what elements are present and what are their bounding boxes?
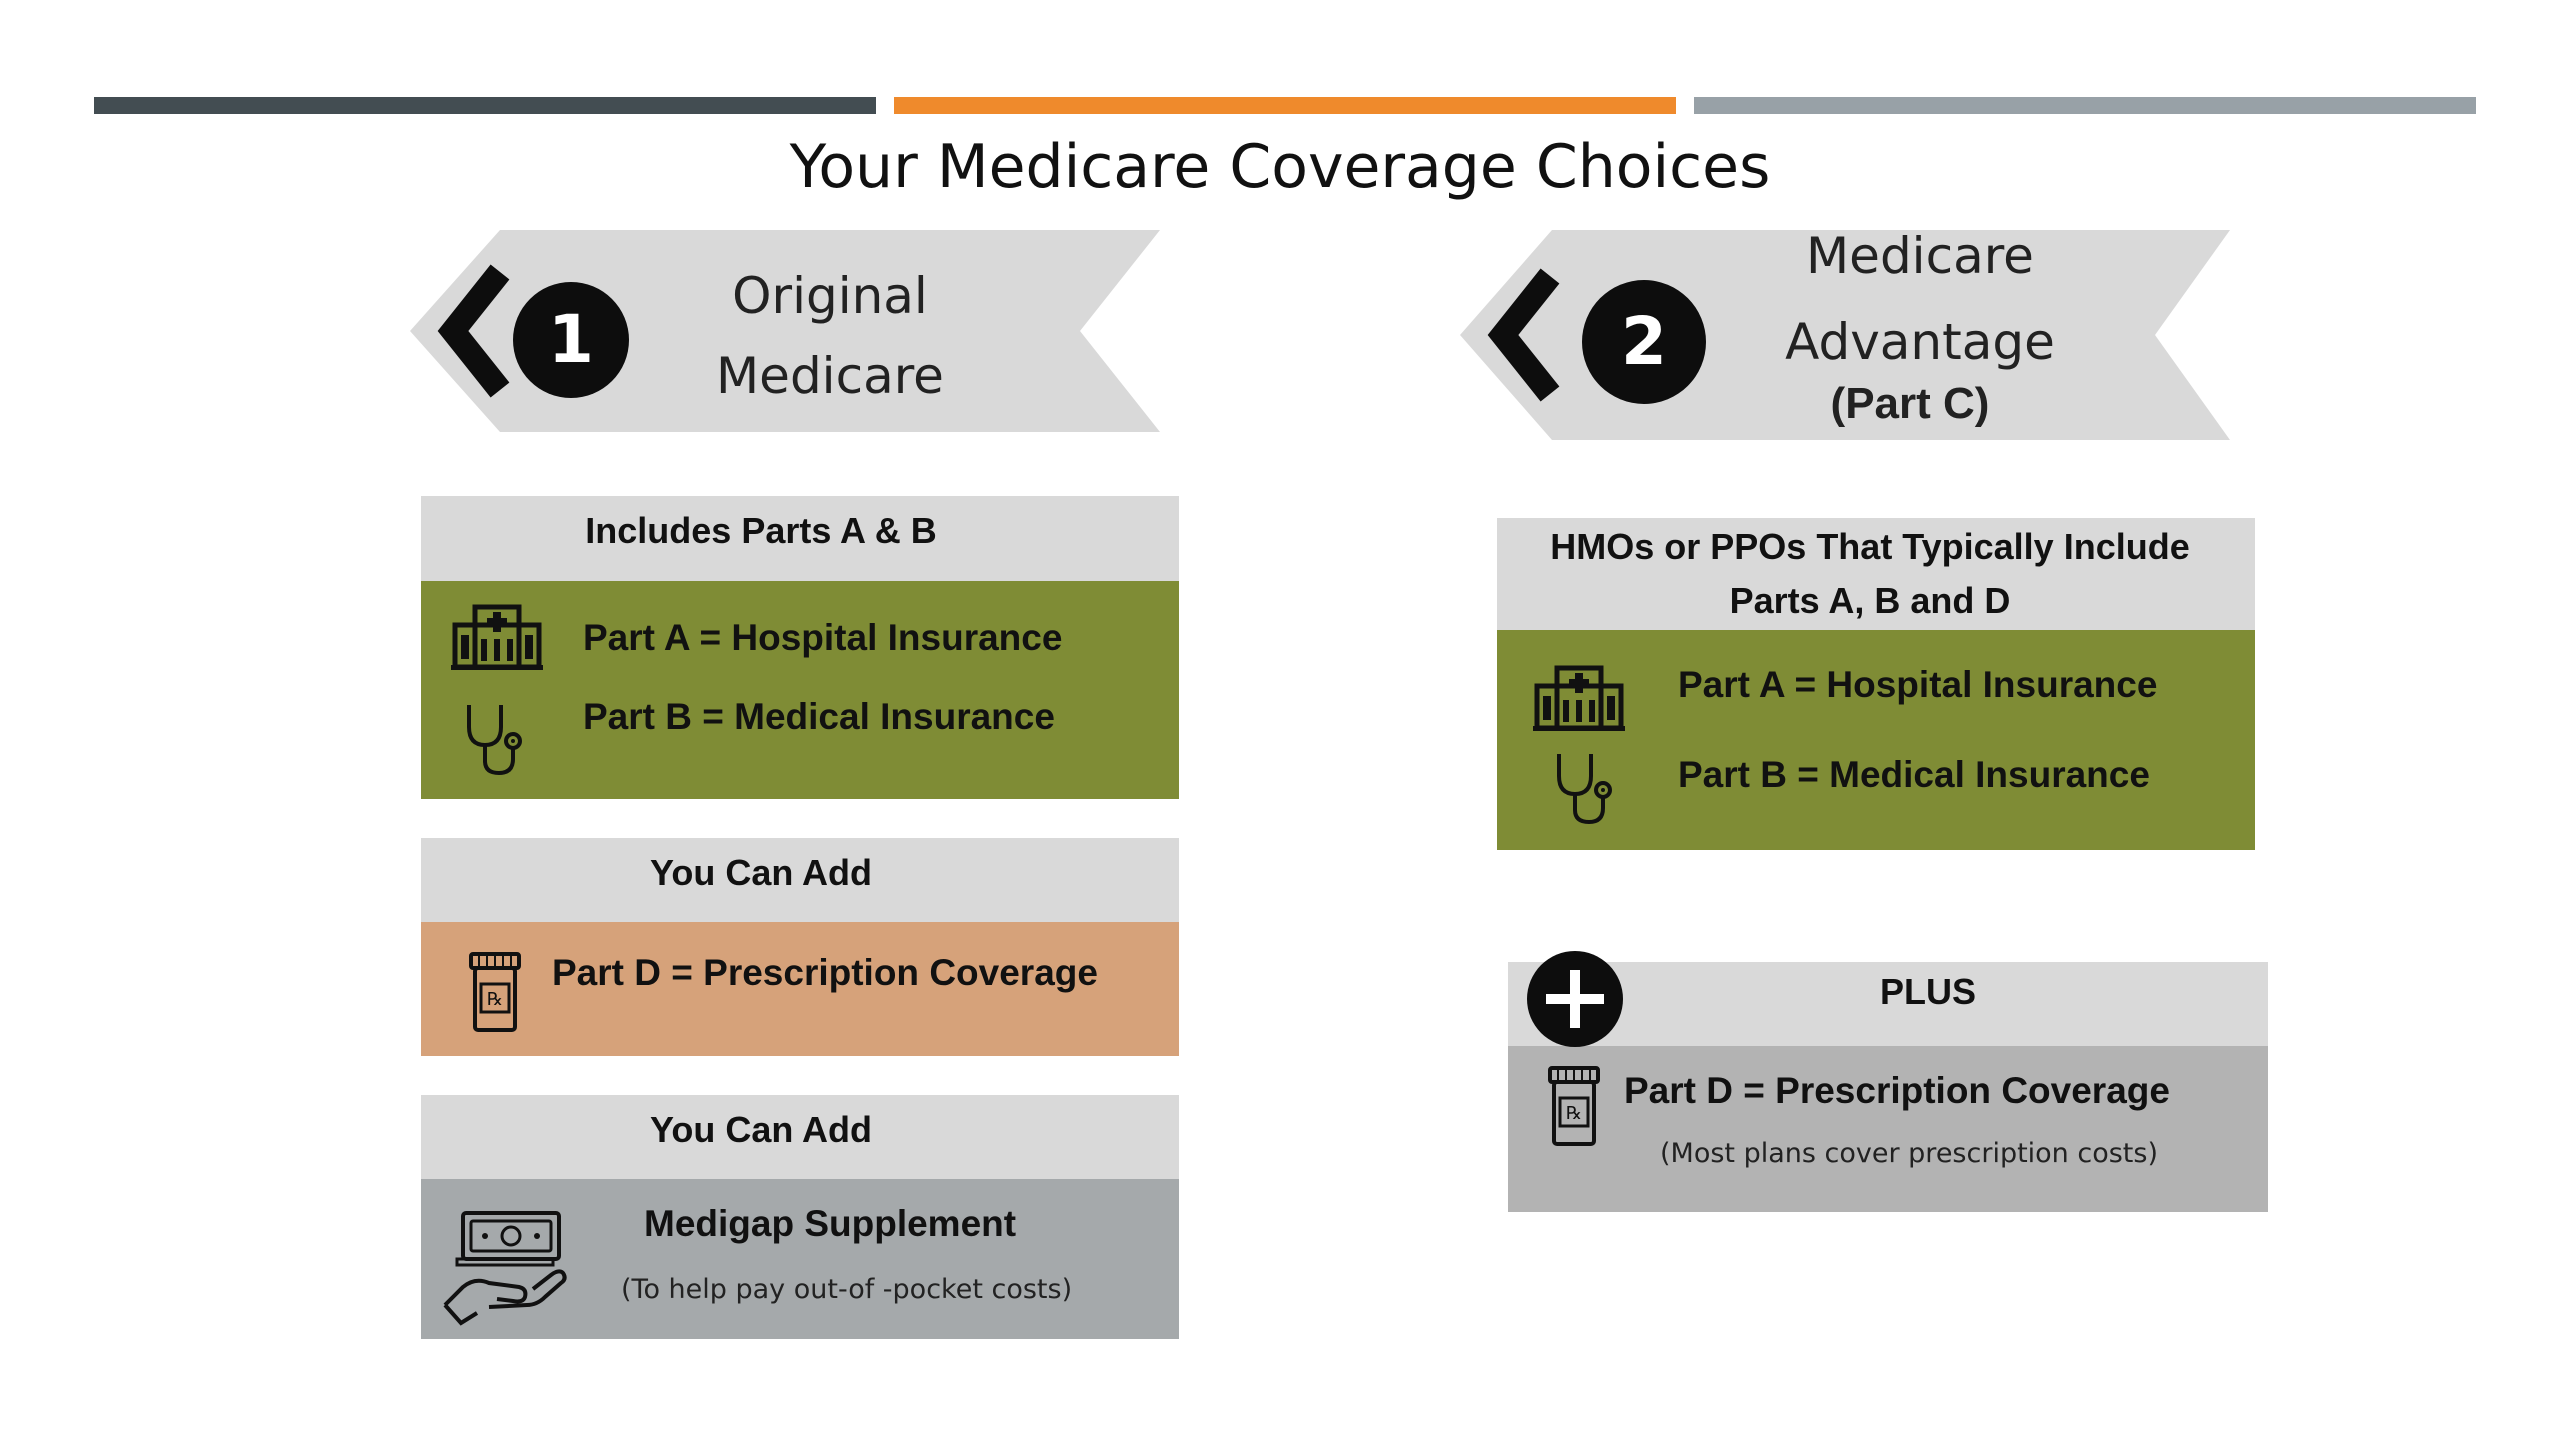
top-bar-grey [1694,97,2476,114]
number-badge-1: 1 [513,282,629,398]
box-add-medigap [421,1095,1179,1339]
ribbon-line-2: Advantage [1785,313,2055,371]
ribbon-line-1: Original [732,267,928,325]
ribbon-medicare-advantage [1460,227,2230,440]
top-bar-dark [94,97,876,114]
part-d-label: Part D = Prescription Coverage [552,952,1098,993]
part-a-label: Part A = Hospital Insurance [583,617,1063,658]
page-title: Your Medicare Coverage Choices [789,132,1771,202]
box-plus-part-d [1508,962,2268,1212]
part-d-label: Part D = Prescription Coverage [1624,1070,2170,1111]
ribbon-line-2: Medicare [716,347,944,405]
box-body [1497,630,2255,850]
box-header: PLUS [1508,962,2268,1046]
header-line-2: Parts A, B and D [1729,580,2011,621]
box-add-part-d [421,838,1179,1056]
header-line-1: HMOs or PPOs That Typically Include [1550,526,2190,567]
hospital-icon [451,601,543,671]
box-body [421,922,1179,1056]
ribbon-original-medicare [410,230,1160,432]
money-hand-icon [441,1209,569,1327]
box-body [421,1179,1179,1339]
medigap-title: Medigap Supplement [644,1203,1017,1244]
part-d-subtitle: (Most plans cover prescription costs) [1660,1138,2158,1169]
box-includes-parts-ab [421,496,1179,799]
plus-circle-icon [1526,950,1624,1048]
stethoscope-icon [459,699,529,779]
ribbon-line-1: Medicare [1806,227,2034,285]
part-b-label: Part B = Medical Insurance [583,696,1055,737]
box-hmo-ppo [1497,518,2255,850]
stethoscope-icon [1549,748,1619,828]
hospital-icon [1533,662,1625,732]
svg-text:℞: ℞ [486,989,504,1010]
part-b-label: Part B = Medical Insurance [1678,754,2150,795]
box-header: You Can Add [421,1095,1179,1179]
prescription-bottle-icon [467,952,523,1034]
top-bar-orange [894,97,1676,114]
box-header: Includes Parts A & B [421,496,1179,581]
ribbon-line-3: (Part C) [1830,379,1990,428]
prescription-bottle-icon [1546,1066,1602,1148]
part-a-label: Part A = Hospital Insurance [1678,664,2158,705]
box-body [1508,1046,2268,1212]
box-header: You Can Add [421,838,1179,922]
medigap-subtitle: (To help pay out-of -pocket costs) [621,1274,1073,1305]
svg-text:℞: ℞ [1565,1103,1583,1124]
number-badge-2: 2 [1582,280,1706,404]
box-header [1497,518,2255,630]
box-body [421,581,1179,799]
